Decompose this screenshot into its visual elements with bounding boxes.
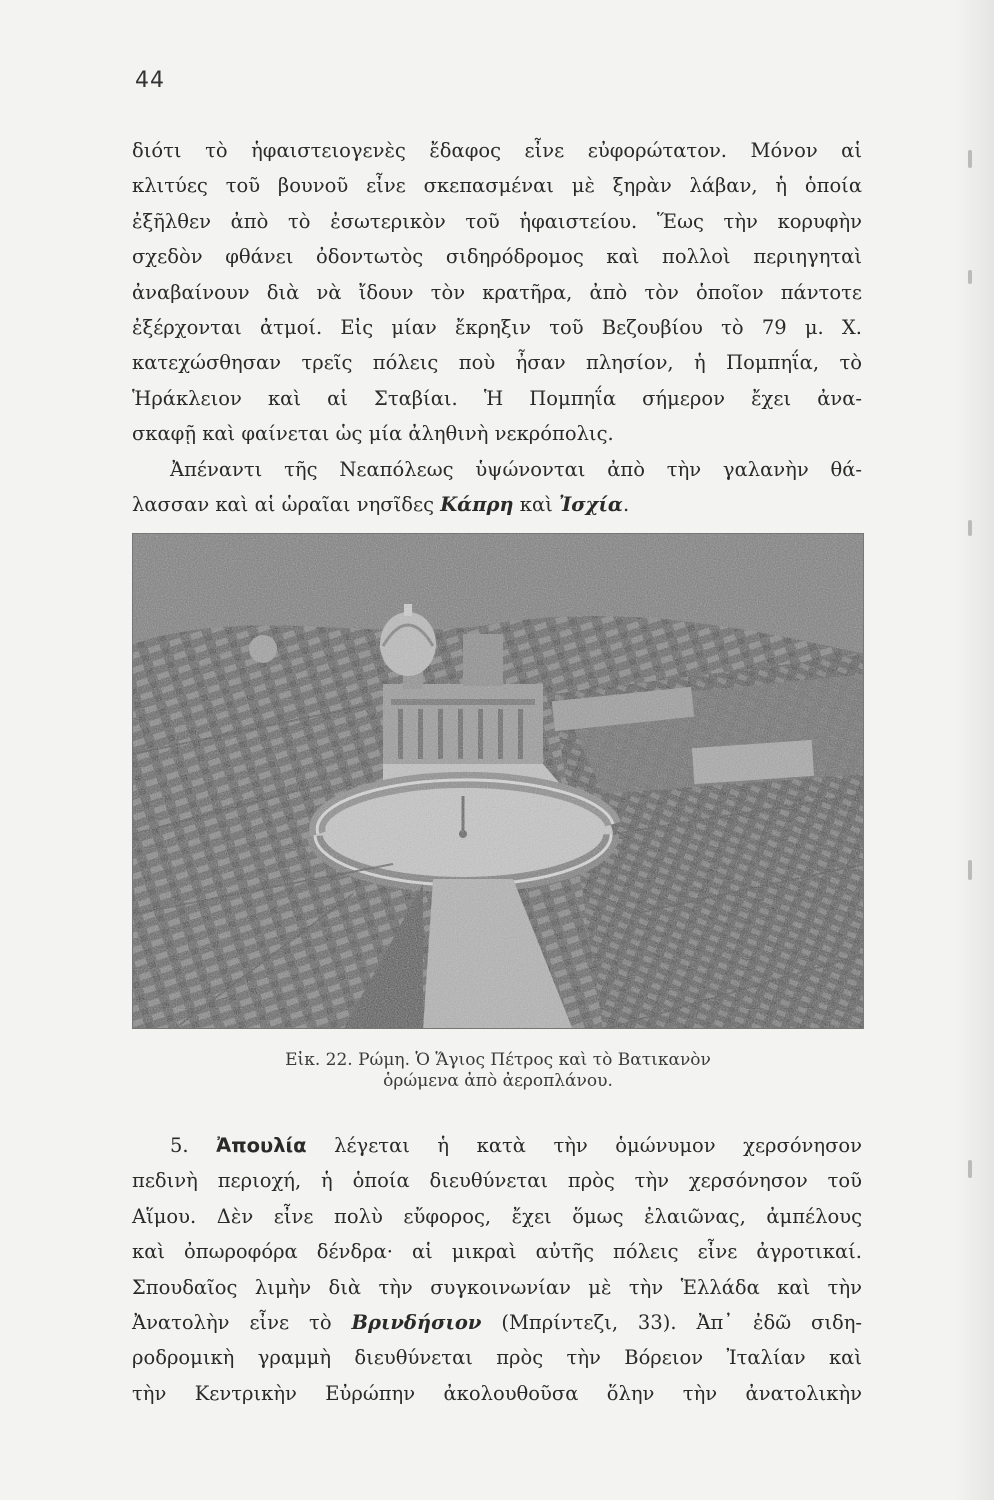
text-fragment: . <box>622 493 630 517</box>
page-number: 44 <box>135 68 165 93</box>
text-line: Ἀπέναντι τῆς Νεαπόλεως ὑψώνονται ἀπὸ τὴν γαλανὴν θά- <box>170 457 862 481</box>
text-line: Ἡράκλειον καὶ αἱ Σταβίαι. Ἡ Πομπηΐα σήμερον ἔχει ἀνα- <box>132 386 862 410</box>
scan-mark <box>968 860 972 880</box>
text-line: τὴν Κεντρικὴν Εὐρώπην ἀκολουθοῦσα ὅλην τὴν ἀνατολικὴν <box>132 1381 862 1405</box>
text-line: σκαφῇ καὶ φαίνεται ὡς μία ἀληθινὴ νεκρόπολις. <box>132 422 614 446</box>
text-line <box>132 487 862 522</box>
section-heading: Ἀπουλία <box>216 1134 307 1157</box>
text-line: ἐξῆλθεν ἀπὸ τὸ ἐσωτερικὸν τοῦ ἡφαιστείου. Ἕως τὴν κορυφὴν <box>132 209 862 233</box>
basilica-cornice <box>391 699 535 705</box>
text-line: κλιτύες τοῦ βουνοῦ εἶνε σκεπασμέναι μὲ ξηρὰν λάβαν, ἡ ὁποία <box>132 174 862 198</box>
paragraph-vesuvius <box>132 133 862 522</box>
text-line: πεδινὴ περιοχή, ἡ ὁποία διευθύνεται πρὸς τὴν χερσόνησον τοῦ <box>132 1169 862 1193</box>
text-line: καὶ ὀπωροφόρα δένδρα· αἱ μικραὶ αὐτῆς πόλεις εἶνε ἀγροτικαί. <box>132 1240 862 1264</box>
text-line: Αἵμου. Δὲν εἶνε πολὺ εὔφορος, ἔχει ὅμως ἐλαιῶνας, ἀμπέλους <box>132 1204 862 1228</box>
text-line: ἐξέρχονται ἀτμοί. Εἰς μίαν ἔκρηξιν τοῦ Βεζουβίου τὸ 79 μ. Χ. <box>132 316 862 340</box>
section-apulia <box>132 1128 862 1411</box>
place-name-capri: Κάπρη <box>440 493 514 517</box>
caption-line: Εἰκ. 22. Ρώμη. Ὁ Ἅγιος Πέτρος καὶ τὸ Βατικανὸν <box>285 1050 711 1070</box>
st-peters-dome <box>380 612 436 676</box>
text-line: ροδρομικὴ γραμμὴ διευθύνεται πρὸς τὴν Βόρειον Ἰταλίαν καὶ <box>132 1346 862 1370</box>
text-line: κατεχώσθησαν τρεῖς πόλεις ποὺ ἦσαν πλησίον, ἡ Πομπηΐα, τὸ <box>132 351 862 375</box>
text-line: διότι τὸ ἡφαιστειογενὲς ἔδαφος εἶνε εὐφορώτατον. Μόνον αἱ <box>132 139 862 162</box>
text-line: σχεδὸν φθάνει ὀδοντωτὸς σιδηρόδρομος καὶ πολλοὶ περιηγηταὶ <box>132 245 862 269</box>
text-fragment: λέγεται ἡ κατὰ τὴν ὁμώνυμον χερσόνησον <box>306 1134 863 1157</box>
place-name-brindisi: Βρινδήσιον <box>351 1311 482 1335</box>
section-number: 5. <box>170 1134 189 1157</box>
place-name-ischia: Ἰσχία <box>559 493 623 517</box>
scan-mark <box>968 150 972 168</box>
page-edge-shadow <box>954 0 994 1500</box>
vatican-aerial-photo <box>132 533 864 1029</box>
scan-mark <box>968 520 972 536</box>
text-fragment: (Μπρίντεζι, 33). Ἀπ᾽ ἐδῶ σιδη- <box>481 1311 862 1335</box>
text-fragment: Ἀνατολὴν εἶνε τὸ <box>132 1311 352 1335</box>
scan-mark <box>968 270 972 284</box>
text-fragment: καὶ <box>513 493 560 517</box>
side-wing <box>463 634 503 686</box>
text-line <box>132 1128 862 1163</box>
scan-mark <box>968 1160 972 1178</box>
text-line: Σπουδαῖος λιμὴν διὰ τὴν συγκοινωνίαν μὲ τὴν Ἑλλάδα καὶ τὴν <box>132 1275 862 1299</box>
small-dome <box>249 635 277 663</box>
text-fragment: λασσαν καὶ αἱ ὡραῖαι νησῖδες <box>132 493 441 517</box>
lantern <box>404 604 412 616</box>
figure-caption <box>132 1050 864 1092</box>
text-line: ἀναβαίνουν διὰ νὰ ἴδουν τὸν κρατῆρα, ἀπὸ τὸν ὁποῖον πάντοτε <box>132 280 862 304</box>
caption-line: ὁρώμενα ἀπὸ ἀεροπλάνου. <box>383 1071 613 1091</box>
text-line <box>132 1305 862 1340</box>
